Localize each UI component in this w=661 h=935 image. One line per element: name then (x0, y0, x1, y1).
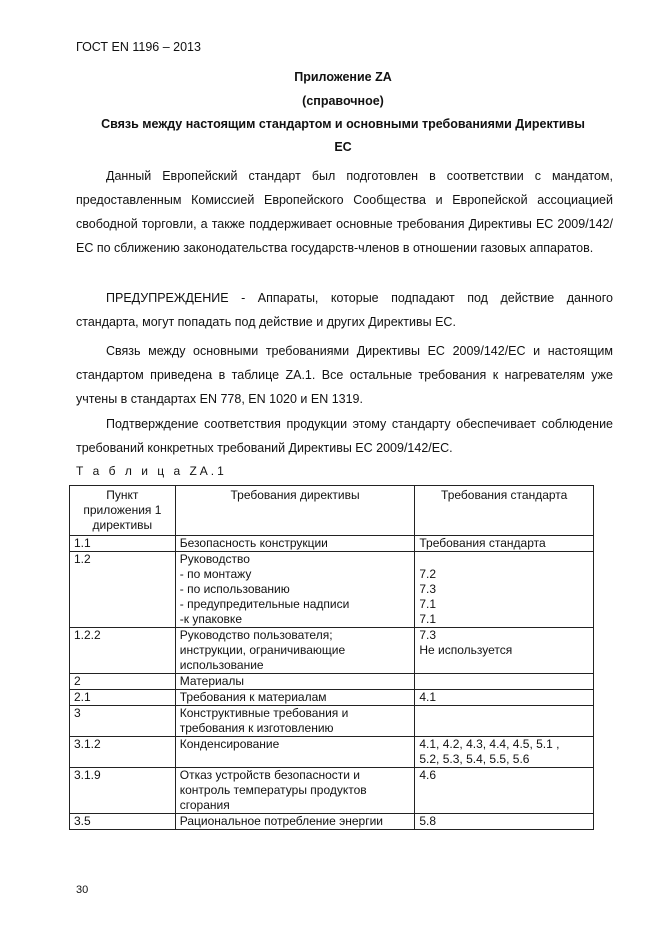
paragraph-conformity (76, 412, 613, 460)
appendix-heading-line2: ЕС (334, 140, 352, 154)
paragraph-text: ПРЕДУПРЕЖДЕНИЕ - Аппараты, которые подпадают под действие данного стандарта, могут попадать под действие и других Директивы ЕС. (76, 291, 613, 329)
cell-standard (415, 706, 594, 737)
paragraph-text: Подтверждение соответствия продукции этому стандарту обеспечивает соблюдение требований конкретных требований Директивы ЕС 2009/142/ЕС. (76, 417, 613, 455)
appendix-heading-line1: Связь между настоящим стандартом и основными требованиями Директивы (101, 117, 585, 131)
cell-clause: 2 (70, 674, 176, 690)
cell-directive: Требования к материалам (175, 690, 415, 706)
paragraph-warning (76, 286, 613, 334)
cell-directive: Материалы (175, 674, 415, 690)
cell-clause: 1.1 (70, 536, 176, 552)
paragraph-text: Данный Европейский стандарт был подготовлен в соответствии с мандатом, предоставленным Комиссией Европейского Сообщества и Европейской ассоциацией свободной торговли, а также поддерживает основные требования Директивы ЕС 2009/142/ЕС по сближению законодательства государств-членов в отношении газовых аппаратов. (76, 169, 613, 255)
cell-directive: Отказ устройств безопасности и контроль температуры продуктов сгорания (175, 768, 415, 814)
table-row (70, 814, 594, 830)
cell-clause: 2.1 (70, 690, 176, 706)
cell-clause: 3.1.9 (70, 768, 176, 814)
paragraph-relation (76, 339, 613, 411)
cell-directive: Конденсирование (175, 737, 415, 768)
appendix-subtitle: (справочное) (302, 94, 384, 108)
cell-clause: 1.2 (70, 552, 176, 628)
table-header-row (70, 486, 594, 536)
requirements-table (69, 485, 594, 830)
cell-standard: 7.3 Не используется (415, 628, 594, 674)
header-cell-standard: Требования стандарта (415, 486, 594, 536)
paragraph-mandate (76, 164, 613, 260)
cell-standard: 5.8 (415, 814, 594, 830)
cell-directive: Руководство - по монтажу - по использованию - предупредительные надписи -к упаковке (175, 552, 415, 628)
table-row (70, 674, 594, 690)
header-cell-clause: Пункт приложения 1 директивы (70, 486, 176, 536)
table-row (70, 552, 594, 628)
cell-standard: 7.2 7.3 7.1 7.1 (415, 552, 594, 628)
cell-directive: Безопасность конструкции (175, 536, 415, 552)
header-cell-directive: Требования директивы (175, 486, 415, 536)
table-row (70, 536, 594, 552)
document-code: ГОСТ EN 1196 – 2013 (76, 40, 201, 54)
cell-standard: Требования стандарта (415, 536, 594, 552)
cell-standard: 4.6 (415, 768, 594, 814)
paragraph-text: Связь между основными требованиями Директивы ЕС 2009/142/ЕС и настоящим стандартом приведена в таблице ZA.1. Все остальные требования к нагревателям уже учтены в стандартах EN 778, EN 1020 и EN 1319. (76, 344, 613, 406)
cell-directive: Конструктивные требования и требования к изготовлению (175, 706, 415, 737)
cell-clause: 3.1.2 (70, 737, 176, 768)
cell-directive: Рациональное потребление энергии (175, 814, 415, 830)
page-number: 30 (76, 884, 89, 896)
cell-clause: 3 (70, 706, 176, 737)
table-row (70, 628, 594, 674)
table-caption: Т а б л и ц а ZA.1 (76, 464, 227, 478)
cell-directive: Руководство пользователя; инструкции, ограничивающие использование (175, 628, 415, 674)
table-row (70, 706, 594, 737)
table-row (70, 737, 594, 768)
table-row (70, 690, 594, 706)
cell-clause: 3.5 (70, 814, 176, 830)
appendix-title: Приложение ZA (294, 70, 392, 84)
cell-standard (415, 674, 594, 690)
cell-clause: 1.2.2 (70, 628, 176, 674)
cell-standard: 4.1 (415, 690, 594, 706)
cell-standard: 4.1, 4.2, 4.3, 4.4, 4.5, 5.1 , 5.2, 5.3, 5.4, 5.5, 5.6 (415, 737, 594, 768)
table-row (70, 768, 594, 814)
